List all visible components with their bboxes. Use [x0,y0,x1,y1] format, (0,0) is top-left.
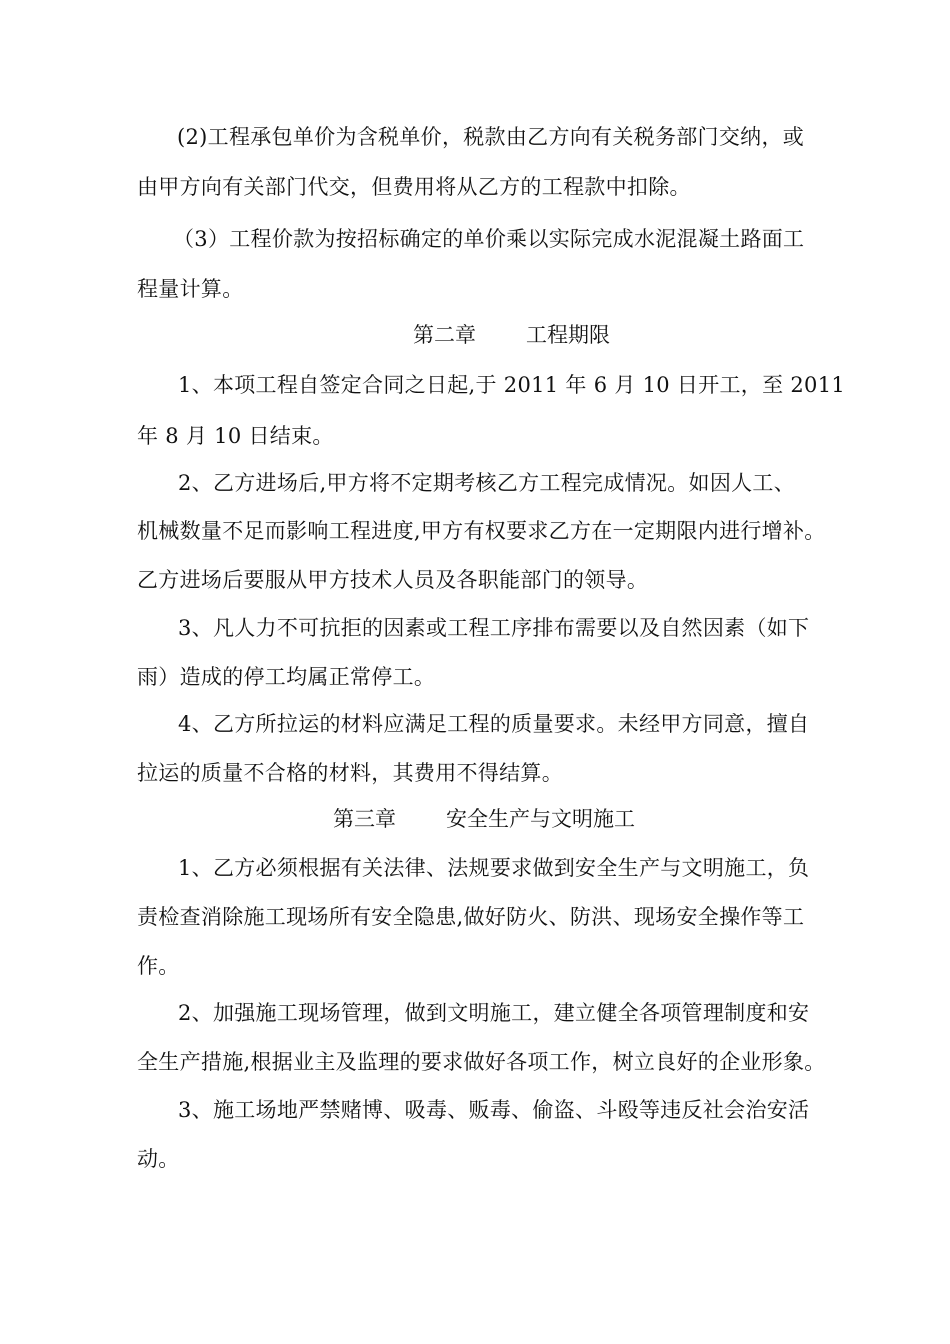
text-line: 年 8 月 10 日结束。 [137,424,334,448]
text-line: 拉运的质量不合格的材料，其费用不得结算。 [137,761,563,785]
text-line: 3、凡人力不可抗拒的因素或工程工序排布需要以及自然因素（如下 [178,616,810,640]
text-line: 由甲方向有关部门代交，但费用将从乙方的工程款中扣除。 [137,175,691,199]
text-line: 全生产措施,根据业主及监理的要求做好各项工作，树立良好的企业形象。 [137,1050,826,1074]
text-line: 3、施工场地严禁赌博、吸毒、贩毒、偷盗、斗殴等违反社会治安活 [178,1098,810,1122]
text-line: 1、本项工程自签定合同之日起,于 2011 年 6 月 10 日开工，至 2011 [178,373,846,397]
text-line: 2、乙方进场后,甲方将不定期考核乙方工程完成情况。如因人工、 [178,471,796,495]
text-line: 机械数量不足而影响工程进度,甲方有权要求乙方在一定期限内进行增补。 [137,519,826,543]
text-line: 程量计算。 [137,277,244,301]
chapter-number: 第二章 [413,323,476,347]
text-line: 责检查消除施工现场所有安全隐患,做好防火、防洪、现场安全操作等工 [137,905,805,929]
text-line: (2)工程承包单价为含税单价，税款由乙方向有关税务部门交纳，或 [177,125,805,149]
text-line: 乙方进场后要服从甲方技术人员及各职能部门的领导。 [137,568,649,592]
text-line: 雨）造成的停工均属正常停工。 [137,665,436,689]
text-line: 动。 [137,1147,180,1171]
text-line: 2、加强施工现场管理，做到文明施工，建立健全各项管理制度和安 [178,1001,810,1025]
chapter-heading [333,806,635,832]
chapter-title: 工程期限 [526,323,610,347]
text-line: （3）工程价款为按招标确定的单价乘以实际完成水泥混凝土路面工 [173,227,805,251]
chapter-number: 第三章 [333,807,396,831]
text-line: 4、乙方所拉运的材料应满足工程的质量要求。未经甲方同意，擅自 [178,712,810,736]
text-line: 作。 [137,954,180,978]
chapter-title: 安全生产与文明施工 [446,807,635,831]
text-line: 1、乙方必须根据有关法律、法规要求做到安全生产与文明施工，负 [178,856,810,880]
chapter-heading [413,322,610,348]
